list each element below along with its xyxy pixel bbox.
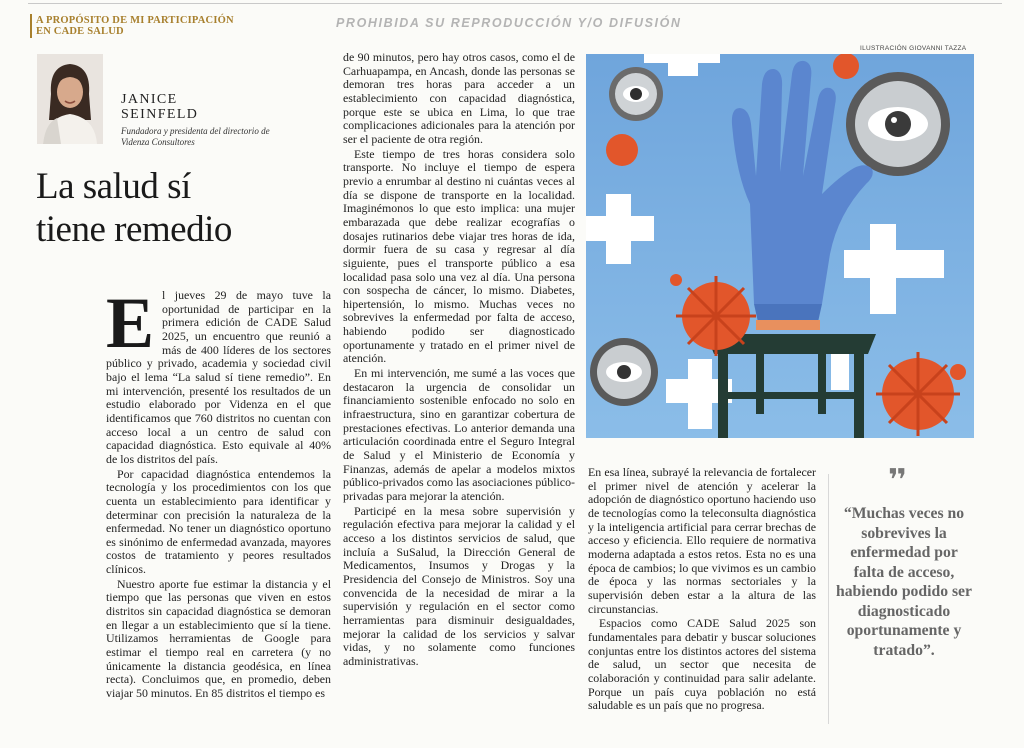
article-paragraph: Nuestro aporte fue estimar la distancia y el tiempo que las personas que viven en estos distritos sin capacidad diagnóstica se demoran en llegar a un establecimiento que sí la tiene. Utilizamos herramientas de Google para estimar el tiempo real en carretera (y no únicamente la distancia geodésica, en línea recta). Concluimos que, en promedio, deben viajar 50 minutos. En 85 distritos el tiempo es <box>106 576 331 701</box>
article-paragraph: En esa línea, subrayé la relevancia de fortalecer el primer nivel de atención y acelerar la adopción de diagnóstico oportuno haciendo uso de tecnologías como la teleconsulta diagnóstica y la inteligencia artificial para cerrar brechas de acceso y eficiencia. Ello requiere de normativa moderna adaptada a estos retos. Esta no es una época de cambios; lo que vivimos es un cambio de época y las normas sectoriales y la supervisión deben estar a la altura de las circunstancias. <box>588 465 816 616</box>
top-rule <box>28 3 1002 4</box>
quote-mark-icon: ❜❜ <box>888 463 905 498</box>
article-paragraph: de 90 minutos, pero hay otros casos, como el de Carhuapampa, en Ancash, donde las personas se demoran tres horas para acceder a un establecimiento con capacidad diagnóstica, porque este se ubica en Lima, lo que trae complicaciones adicionales para la atención por ser el paciente de otra región. <box>343 50 575 146</box>
author-name <box>121 92 198 122</box>
article-paragraph: Espacios como CADE Salud 2025 son fundamentales para debatir y buscar soluciones conjuntas entre los distintos actores del sistema de salud, un sector que necesita de colaboración y continuidad para salir adelante. Porque un país cuya población no está saludable es un país que no progresa. <box>588 616 816 713</box>
kicker-line-2: EN CADE SALUD <box>36 26 124 37</box>
article-column-3 <box>588 466 816 714</box>
article-paragraph: Por capacidad diagnóstica entendemos la tecnología y los procedimientos con los que cuenta un establecimiento para identificar y determinar con precisión la naturaleza de la enfermedad. No tener un diagnóstico oportuno es sinónimo de enfermedad avanzada, mayores costos de tratamiento y peores resultados clínicos. <box>106 466 331 577</box>
illustration-artwork <box>586 54 974 438</box>
portrait-image <box>37 54 103 144</box>
kicker-line-1: A PROPÓSITO DE MI PARTICIPACIÓN <box>36 15 234 26</box>
column-divider <box>828 474 829 724</box>
article-paragraph: Participé en la mesa sobre supervisión y regulación efectiva para mejorar la calidad y el acceso a los distintos servicios de salud, que incluía a SuSalud, la Dirección General de Medicamentos, Insumos y Drogas y la Presidencia del Consejo de Ministros. Soy una convencida de la necesidad de mirar a la supervisión y regulación en el sector como herramientas para disminuir desigualdades, mejorar la calidad de los servicios y salvar vidas, y no solamente como funciones administrativas. <box>343 503 575 668</box>
headline-line-1: La salud sí <box>36 166 191 207</box>
paragraph-text: l jueves 29 de mayo tuve la oportunidad de participar en la primera edición de CADE Salud 2025, un encuentro que reunió a más de 400 líderes de los sectores público y privado, academia y sociedad civil bajo el lema “La salud sí tiene remedio”. En mi intervención, presenté los resultados de un estudio elaborado por Videnza en el que identificamos que 760 distritos no cuentan con acceso local a un centro de salud con capacidad diagnóstica. Esto equivale al 40% de los distritos del país. <box>106 288 331 466</box>
article-paragraph: En mi intervención, me sumé a las voces que destacaron la urgencia de consolidar un financiamiento sostenible enfocado no solo en infraestructura, sino en garantizar cobertura de prestaciones efectivas. Lo anterior demanda una articulación coordinada entre el Seguro Integral de Salud y el Ministerio de Economía y Finanzas, además de apelar a modelos mixtos público-privados como las asociaciones público-privadas para mejorar la atención. <box>343 366 575 503</box>
headline-line-2: tiene remedio <box>36 209 232 250</box>
article-headline <box>36 165 232 251</box>
article-illustration <box>586 54 974 438</box>
article-paragraph <box>106 283 331 467</box>
reproduction-watermark: PROHIBIDA SU REPRODUCCIÓN Y/O DIFUSIÓN <box>336 16 682 30</box>
author-role: Fundadora y presidenta del directorio de Videnza Consultores <box>121 126 270 147</box>
section-kicker <box>30 15 320 37</box>
pull-quote: “Muchas veces no sobrevives la enfermedad por falta de acceso, habiendo podido ser diagnosticado oportunamente y tratado”. <box>835 505 972 659</box>
article-column-1 <box>106 283 331 702</box>
drop-cap: E <box>106 283 155 363</box>
article-column-2 <box>343 51 575 670</box>
article-paragraph: Este tiempo de tres horas considera solo transporte. No incluye el tiempo de espera previo a enrumbar al destino ni cuántas veces al día se dispone de transporte en la localidad. Imaginémonos lo que esto implica: una mujer embarazada que debe realizar ecografías o dosajes rutinarios debe viajar tres horas de ida, dormir fuera de su casa y regresar al día siguiente, pues el transporte público a esa localidad pasa solo una vez al día. Una persona con sospecha de cáncer, lo mismo. Diabetes, hipertensión, lo mismo. Muchas veces no sobrevives la enfermedad por falta de acceso, habiendo podido ser diagnosticado oportunamente y tratado en el primer nivel de atención. <box>343 146 575 366</box>
author-last-name: SEINFELD <box>121 107 199 122</box>
illustration-credit: ILUSTRACIÓN GIOVANNI TAZZA <box>860 45 967 52</box>
author-portrait <box>37 54 103 144</box>
author-first-name: JANICE <box>121 92 178 107</box>
